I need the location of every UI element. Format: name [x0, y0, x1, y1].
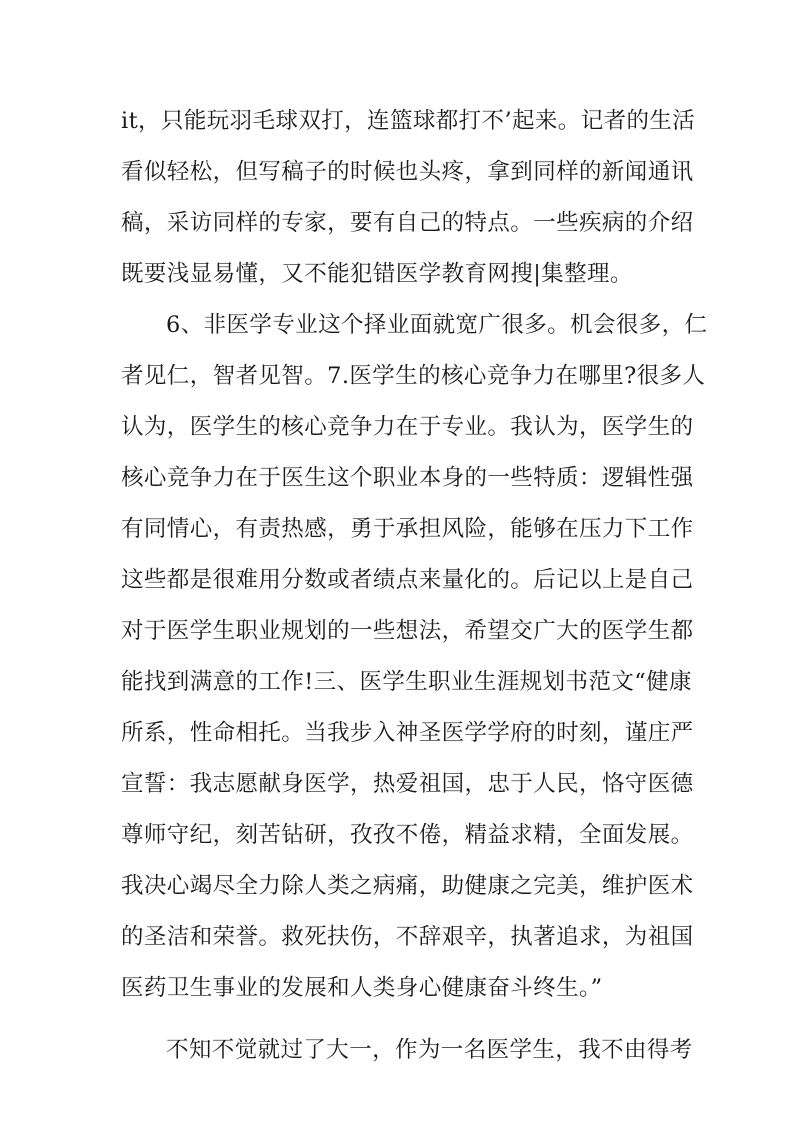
paragraph-first-line: 不知不觉就过了大一，作为一名医学生，我不由得考 — [166, 1037, 693, 1063]
text-line: 既要浅显易懂，又不能犯错医学教育网搜|集整理。 — [121, 261, 633, 287]
text-line: 我决心竭尽全力除人类之病痛，助健康之完美，维护医术 — [121, 873, 694, 899]
text-line: 这些都是很难用分数或者绩点来量化的。后记以上是自己 — [121, 567, 694, 593]
text-line: 者见仁，智者见智。7.医学生的核心竞争力在哪里?很多人 — [121, 363, 706, 389]
text-line: 认为，医学生的核心竞争力在于专业。我认为，医学生的 — [121, 414, 694, 440]
text-line: 对于医学生职业规划的一些想法，希望交广大的医学生都 — [121, 618, 694, 644]
text-line: 医药卫生事业的发展和人类身心健康奋斗终生。” — [121, 975, 603, 1001]
text-line: 核心竞争力在于医生这个职业本身的一些特质：逻辑性强 — [121, 465, 694, 491]
text-line: 稿，采访同样的专家，要有自己的特点。一些疾病的介绍 — [121, 210, 694, 236]
text-line: it，只能玩羽毛球双打，连篮球都打不’起来。记者的生活 — [121, 108, 696, 134]
text-line: 尊师守纪，刻苦钻研，孜孜不倦，精益求精，全面发展。 — [121, 822, 694, 848]
text-line: 所系，性命相托。当我步入神圣医学学府的时刻，谨庄严 — [121, 720, 694, 746]
text-line: 宣誓：我志愿献身医学，热爱祖国，忠于人民，恪守医德 — [121, 771, 694, 797]
text-line: 看似轻松，但写稿子的时候也头疼，拿到同样的新闻通讯 — [121, 159, 694, 185]
text-line: 的圣洁和荣誉。救死扶伤，不辞艰辛，执著追求，为祖国 — [121, 924, 694, 950]
paragraph-first-line: 6、非医学专业这个择业面就宽广很多。机会很多，仁 — [166, 312, 708, 338]
text-line: 能找到满意的工作!三、医学生职业生涯规划书范文“健康 — [121, 669, 692, 695]
text-line: 有同情心，有责热感，勇于承担风险，能够在压力下工作 — [121, 516, 694, 542]
